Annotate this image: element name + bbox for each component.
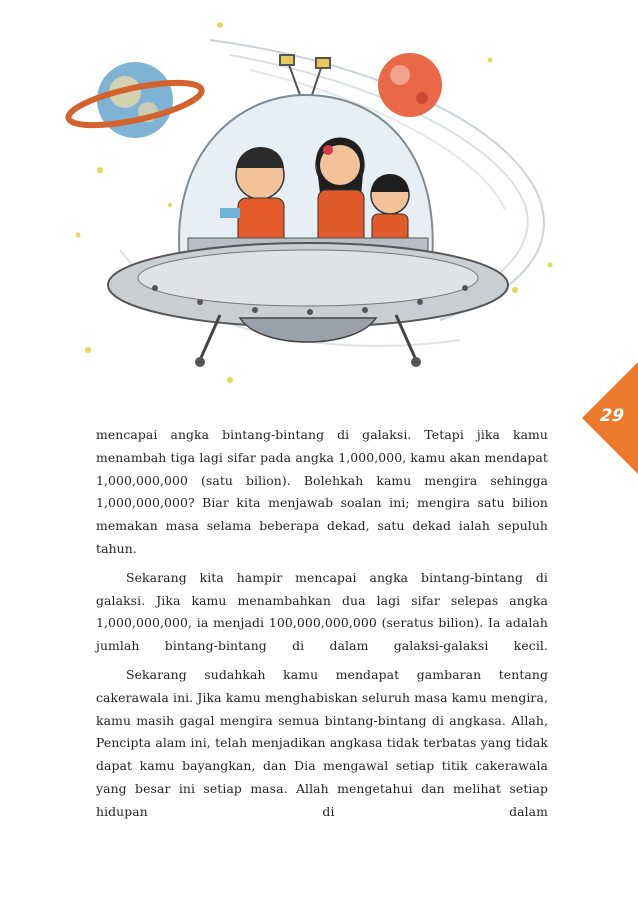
antennas [280, 55, 330, 95]
body-text [96, 424, 548, 824]
paragraph-3: Sekarang sudahkah kamu mendapat gambaran tentang cakerawala ini. Jika kamu menghabiskan seluruh masa kamu mengira, kamu masih gagal mengira semua bintang-bintang di angkasa. Allah, Pencipta alam ini, telah menjadikan angkasa tidak terbatas yang tidak dapat kamu bayangkan, dan Dia mengawal setiap titik cakerawala yang besar ini setiap masa. Allah mengetahui dan melihat setiap hidupan di dalam [96, 666, 548, 819]
paragraph-2: Sekarang kita hampir mencapai angka bintang-bintang di galaksi. Jika kamu menambahkan dua lagi sifar selepas angka 1,000,000,000, ia menjadi 100,000,000,000 (seratus bilion). Ia adalah jumlah bintang-bintang di dalam galaksi-galaksi kecil. [96, 569, 548, 654]
ufo-space-illustration-icon [60, 0, 580, 400]
paragraph-1: mencapai angka bintang-bintang di galaksi. Tetapi jika kamu menambah tiga lagi sifar pada angka 1,000,000, kamu akan mendapat 1,000,000,000 (satu bilion). Bolehkah kamu mengira sehingga 1,000,000,000? Biar kita menjawab soalan ini; mengira satu bilion memakan masa selama beberapa dekad, satu dekad ialah sepuluh tahun. [96, 427, 548, 556]
red-planet [378, 53, 442, 117]
page-number: 29 [599, 406, 625, 426]
ringed-planet [65, 62, 205, 138]
saucer-underside [240, 318, 376, 342]
